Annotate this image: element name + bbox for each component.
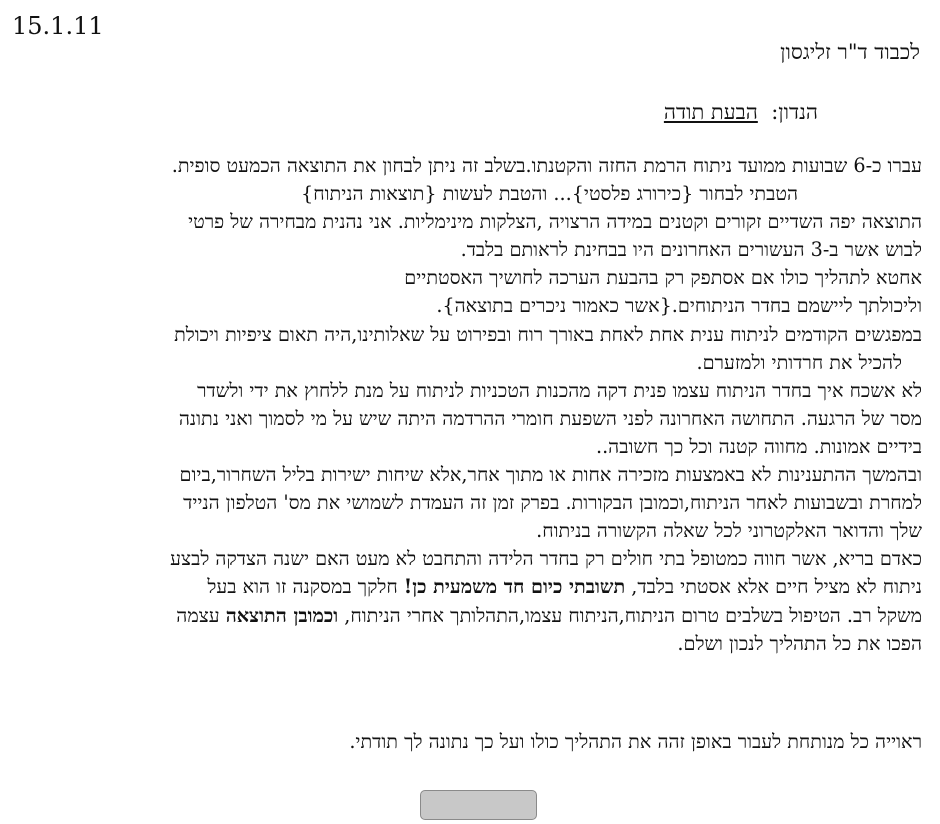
grey-button[interactable] [420,790,537,820]
body-line: וליכולתך ליישמם בחדר הניתוחים.{אשר כאמור ניכרים בתוצאה}. [436,294,922,318]
body-line: הטבתי לבחור {כירורג פלסטי}... והטבת לעשות {תוצאות הניתוח} [301,182,798,206]
body-line: לבוש אשר ב-3 העשורים האחרונים היו בבחינת לראותם בלבד. [460,238,922,262]
subject-title: הבעת תודה [663,100,758,124]
body-line: מסר של הרגעה. התחושה האחרונה לפני השפעת חומרי ההרדמה היתה שיש על מי לסמוך ואני נתונה [178,406,922,430]
body-line [17,602,922,630]
body-line: שלך והדואר האלקטרוני לכל שאלה הקשורה בניתוח. [536,519,922,543]
body-line: לא אשכח איך בחדר הניתוח עצמו פנית דקה מהכנות הטכניות לניתוח על מנת ללחוץ את ידי ולשדר [197,378,922,402]
body-line: אחטא לתהליך כולו אם אסתפק רק בהבעת הערכה לחושיך האסטתיים [404,266,922,290]
body-text-segment: משקל רב. הטיפול בשלבים טרום הניתוח,הניתוח עצמו,התהלותך אחרי הניתוח, [338,603,922,627]
body-line: בידיים אמונות. מחווה קטנה וכל כך חשובה.. [595,434,922,458]
body-text-segment: עצמה [176,603,226,627]
body-line: להכיל את חרדותי ולמזערם. [696,350,902,374]
body-line: במפגשים הקודמים לניתוח ענית אחת לאחת באורך רוח ובפירוט על שאלותינו,היה תאום ציפיות ויכולת [174,322,922,346]
salutation: לכבוד ד"ר זליגסון [780,40,920,64]
body-line: למחרת ובשבועות לאחר הניתוח,וכמובן הבקורות. בפרק זמן זה העמדת לשמושי את מס' הטלפון הנייד [183,491,922,515]
bold-text: תשובתי כיום חד משמעית כן! [403,575,626,599]
body-line [17,573,922,601]
closing-line: ראוייה כל מנותחת לעבור באופן זהה את התהליך כולו ועל כך נתונה לך תודתי. [349,730,922,753]
body-line: כאדם בריא, אשר חווה כמטופל בתי חולים רק בחדר הלידה והתחבט לא מעט האם ישנה הצדקה לבצע [170,547,922,571]
body-line: הפכו את כל התהליך לנכון ושלם. [677,631,922,655]
body-text-segment: ניתוח לא מציל חיים אלא אסטתי בלבד, [625,575,922,599]
body-text-segment: חלקך במסקנה זו הוא בעל [207,575,404,599]
body-line: ובהמשך ההתענינות לא באמצעות מזכירה אחות או מתוך אחר,אלא שיחות ישירות בליל השחרור,ביום [179,463,922,487]
letter-body [17,152,922,658]
subject-line [218,100,818,125]
body-line: התוצאה יפה השדיים זקורים וקטנים במידה הרצויה ,הצלקות מינימליות. אני נהנית מבחירה של פרטי [188,210,922,234]
body-line: עברו כ-6 שבועות ממועד ניתוח הרמת החזה והקטנתו.בשלב זה ניתן לבחון את התוצאה הכמעט סופית. [171,154,922,177]
bold-text: וכמובן התוצאה [225,603,339,627]
letter-date: 15.1.11 [12,12,104,40]
subject-label: הנדון: [771,100,818,124]
